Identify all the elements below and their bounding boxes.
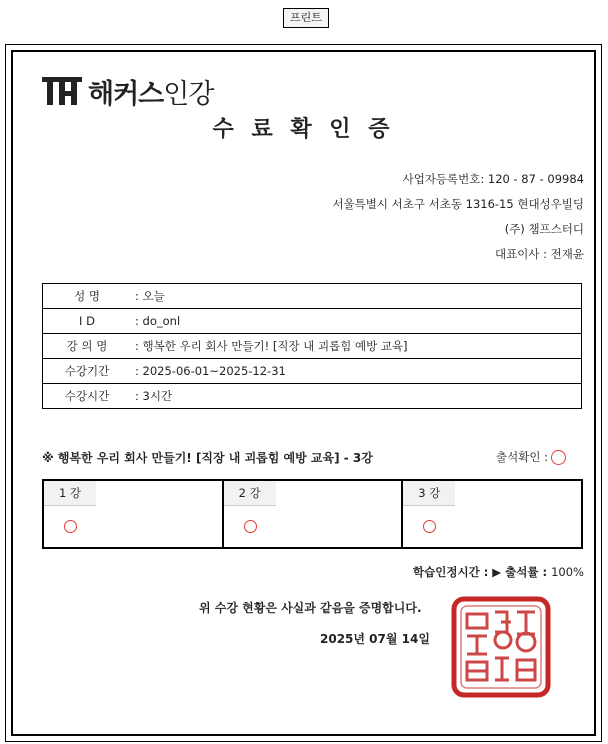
lecture-cell <box>44 481 224 547</box>
table-row <box>43 334 582 359</box>
row-value: : 행복한 우리 회사 만들기! [직장 내 괴롭힘 예방 교육] <box>131 334 582 359</box>
row-value: : 오늘 <box>131 284 582 309</box>
student-info-table <box>42 283 582 409</box>
table-row <box>43 309 582 334</box>
issue-date: 2025년 07월 14일 <box>320 632 430 646</box>
table-row <box>43 359 582 384</box>
attendance-circle-icon <box>551 450 566 465</box>
certificate-outer-frame <box>5 44 602 742</box>
company-name: (주) 챔프스터디 <box>504 222 584 236</box>
hackers-logo-icon <box>42 75 82 107</box>
lecture-cell <box>224 481 404 547</box>
print-button[interactable]: 프린트 <box>283 8 329 28</box>
row-label: 수강기간 <box>43 359 132 384</box>
company-seal-icon <box>451 596 551 698</box>
lecture-label: 2 강 <box>224 481 276 506</box>
attendance-rate-label: 출석률 : <box>505 565 548 579</box>
course-title: ※ 행복한 우리 회사 만들기! [직장 내 괴롭힘 예방 교육] - 3강 <box>42 451 373 465</box>
brand-logo <box>42 74 213 108</box>
attendance-check <box>496 449 566 465</box>
company-info <box>332 167 584 267</box>
row-value: : 2025-06-01~2025-12-31 <box>131 359 582 384</box>
row-value: : 3시간 <box>135 389 173 403</box>
company-address: 서울특별시 서초구 서초동 1316-15 현대성우빌딩 <box>332 197 584 211</box>
attended-circle-icon <box>244 520 257 533</box>
row-label: 성 명 <box>43 284 132 309</box>
row-label: I D <box>43 309 132 334</box>
lecture-label: 3 강 <box>403 481 455 506</box>
attendance-rate-value: 100% <box>551 565 584 579</box>
brand-name-bold: 해커스 <box>88 78 164 110</box>
brand-name-light: 인강 <box>163 78 214 110</box>
company-registration: 사업자등록번호: 120 - 87 - 09984 <box>402 172 584 186</box>
attended-circle-icon <box>423 520 436 533</box>
attendance-label: 출석확인 : <box>496 450 548 464</box>
brand-name <box>88 72 213 111</box>
row-label: 강 의 명 <box>43 334 132 359</box>
table-row <box>43 284 582 309</box>
certificate-inner-frame <box>11 50 596 736</box>
document-title: 수 료 확 인 증 <box>212 117 395 142</box>
certification-statement: 위 수강 현황은 사실과 같음을 증명합니다. <box>199 601 422 615</box>
row-value: : do_onl <box>131 309 582 334</box>
lecture-grid <box>42 479 583 549</box>
lecture-label: 1 강 <box>44 481 96 506</box>
attended-circle-icon <box>64 520 77 533</box>
company-ceo: 대표이사 : 전재윤 <box>495 247 584 261</box>
row-label: 수강시간 <box>64 389 110 403</box>
lecture-cell <box>403 481 581 547</box>
study-time-label: 학습인정시간 : ▶ <box>413 565 502 579</box>
table-row <box>43 384 582 409</box>
study-summary <box>413 564 584 580</box>
